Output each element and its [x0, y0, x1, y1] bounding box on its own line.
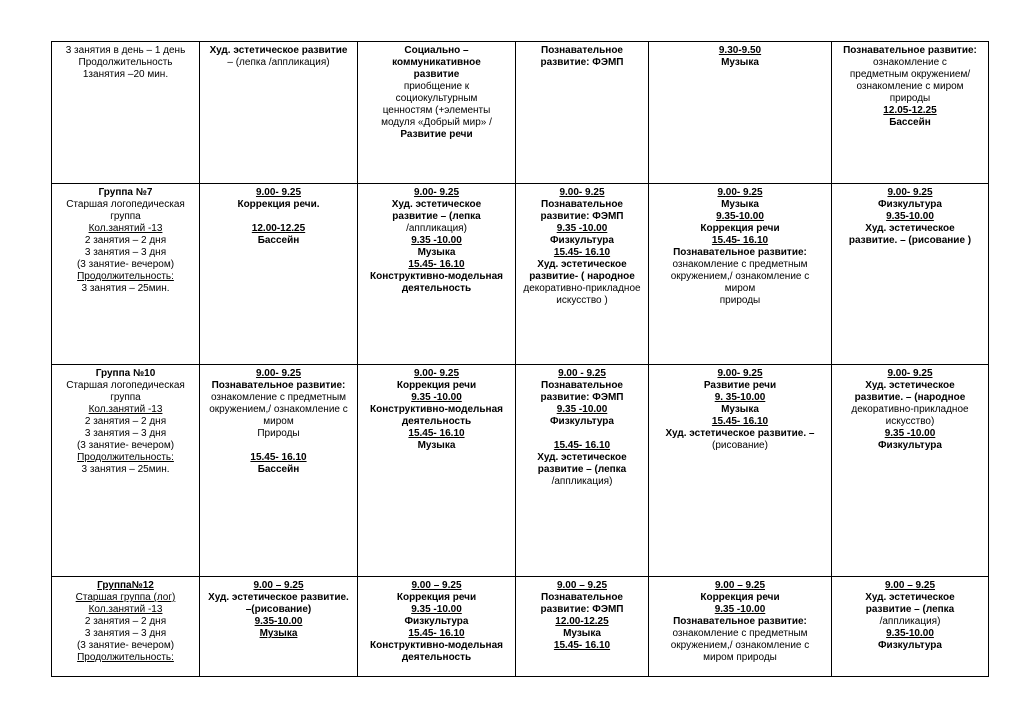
cell-text-line: Группа №7 — [98, 187, 153, 198]
cell-text-line: 9.00- 9.25 — [413, 368, 460, 379]
cell-text-line: 9.00 – 9.25 — [253, 580, 304, 591]
cell-text-line: (3 занятие- вечером) — [76, 440, 175, 451]
cell-text-line: Продолжительность: — [77, 271, 174, 282]
cell-text-line: Физкультура — [878, 440, 942, 451]
cell-text-line: (3 занятие- вечером) — [76, 640, 175, 651]
cell-text-line: Коррекция речи — [700, 223, 780, 234]
cell-text-line: Группа№12 — [97, 580, 154, 591]
cell-text-line: развитие – (лепка — [865, 604, 955, 615]
cell-text-line: 9.00 – 9.25 — [411, 580, 462, 591]
cell-text-line: 15.45- 16.10 — [408, 428, 465, 439]
cell-text-line: Физкультура — [550, 416, 614, 427]
cell-text-line: Старшая логопедическая — [66, 199, 185, 210]
cell-text-line: Худ. эстетическое — [537, 452, 627, 463]
day-cell — [832, 365, 989, 577]
day-cell — [516, 577, 649, 677]
cell-text-line: /аппликация) — [879, 616, 941, 627]
cell-text-line: Музыка — [721, 404, 759, 415]
cell-text-line: деятельность — [401, 652, 472, 663]
cell-text-line: – (лепка /аппликация) — [227, 57, 330, 68]
day-cell — [832, 42, 989, 184]
cell-text-line: /аппликация) — [551, 476, 613, 487]
cell-text-line: 9.00- 9.25 — [887, 187, 933, 198]
day-cell — [358, 365, 516, 577]
cell-text-line: Музыка — [721, 57, 759, 68]
cell-text-line: 15.45- 16.10 — [553, 640, 611, 651]
cell-text-line: ознакомление с миром — [856, 81, 964, 92]
cell-text-line: развитие. – (народное — [854, 392, 966, 403]
cell-text-line: 15.45- 16.10 — [553, 440, 611, 451]
cell-text-line: 9.00 - 9.25 — [558, 368, 606, 379]
cell-text-line: 3 занятия – 3 дня — [84, 628, 167, 639]
cell-text-line: Природы — [257, 428, 300, 439]
cell-text-line: 9.00- 9.25 — [717, 368, 763, 379]
cell-text-line: миром — [724, 283, 756, 294]
cell-text-line: ознакомление с — [873, 57, 947, 68]
group-info-cell — [52, 365, 200, 577]
cell-text-line: Познавательное — [541, 380, 623, 391]
cell-text-line: 3 занятия в день – 1 день — [65, 45, 186, 56]
cell-text-line: ознакомление с предметным — [672, 259, 808, 270]
day-cell — [358, 42, 516, 184]
cell-text-line: 9.35-10.00 — [886, 211, 934, 222]
cell-text-line: 2 занятия – 2 дня — [84, 235, 167, 246]
cell-text-line: 3 занятия – 25мин. — [81, 283, 170, 294]
spacer — [203, 211, 354, 223]
cell-text-line: ознакомление с предметным — [210, 392, 347, 403]
cell-text-line: Музыка — [417, 440, 456, 451]
cell-text-line: 9.00- 9.25 — [717, 187, 763, 198]
cell-text-line: окружением,/ ознакомление с — [670, 640, 810, 651]
day-cell — [649, 42, 832, 184]
cell-text-line: (3 занятие- вечером) — [76, 259, 175, 270]
cell-text-line: Бассейн — [257, 464, 300, 475]
day-cell — [832, 184, 989, 365]
schedule-table — [51, 41, 989, 677]
cell-text-line: развитие: ФЭМП — [540, 211, 624, 222]
cell-text-line: декоративно-прикладное — [851, 404, 969, 415]
day-cell — [649, 365, 832, 577]
cell-text-line: 12.05-12.25 — [883, 105, 937, 116]
cell-text-line: 2 занятия – 2 дня — [84, 416, 167, 427]
cell-text-line: 3 занятия – 3 дня — [84, 428, 167, 439]
cell-text-line: 9.30-9.50 — [718, 45, 762, 56]
cell-text-line: Физкультура — [878, 640, 942, 651]
cell-text-line: Кол.занятий -13 — [88, 404, 163, 415]
group-info-cell — [52, 577, 200, 677]
cell-text-line: –(рисование) — [245, 604, 312, 615]
cell-text-line: группа — [110, 211, 141, 222]
day-cell — [516, 184, 649, 365]
cell-text-line: 9.00 – 9.25 — [884, 580, 936, 591]
cell-text-line: 9.35-10.00 — [886, 628, 934, 639]
cell-text-line: развитие — [413, 69, 460, 80]
cell-text-line: Познавательное развитие: — [673, 616, 807, 627]
cell-text-line: природы — [889, 93, 931, 104]
cell-text-line: природы — [719, 295, 761, 306]
day-cell — [200, 42, 358, 184]
cell-text-line: 9.00- 9.25 — [559, 187, 605, 198]
cell-text-line: Конструктивно-модельная — [369, 640, 503, 651]
cell-text-line: 9.35 -10.00 — [411, 235, 462, 246]
cell-text-line: Музыка — [721, 199, 759, 210]
cell-text-line: миром — [263, 416, 294, 427]
day-cell — [358, 577, 516, 677]
schedule-row — [52, 184, 989, 365]
cell-text-line: 9.00- 9.25 — [255, 187, 302, 198]
cell-text-line: 9.35 -10.00 — [411, 392, 462, 403]
cell-text-line: декоративно-прикладное — [523, 283, 641, 294]
cell-text-line: 9.35 -10.00 — [556, 404, 608, 415]
cell-text-line: 15.45- 16.10 — [250, 452, 307, 463]
spacer — [203, 440, 354, 452]
cell-text-line: Бассейн — [889, 117, 931, 128]
cell-text-line: Музыка — [563, 628, 601, 639]
cell-text-line: развитие: ФЭМП — [540, 57, 624, 68]
cell-text-line: Старшая группа (лог) — [75, 592, 176, 603]
cell-text-line: Физкультура — [550, 235, 614, 246]
cell-text-line: Худ. эстетическое — [537, 259, 627, 270]
cell-text-line: ознакомление с предметным — [672, 628, 808, 639]
cell-text-line: Худ. эстетическое развитие. – — [665, 428, 815, 439]
cell-text-line: Конструктивно-модельная — [369, 404, 503, 415]
cell-text-line: Физкультура — [404, 616, 469, 627]
cell-text-line: 15.45- 16.10 — [553, 247, 611, 258]
day-cell — [200, 184, 358, 365]
cell-text-line: Бассейн — [257, 235, 300, 246]
cell-text-line: 15.45- 16.10 — [711, 416, 769, 427]
cell-text-line: Продолжительность — [78, 57, 173, 68]
cell-text-line: 9.35 -10.00 — [411, 604, 462, 615]
day-cell — [200, 577, 358, 677]
cell-text-line: Кол.занятий -13 — [88, 604, 163, 615]
cell-text-line: Социально – — [404, 45, 469, 56]
cell-text-line: деятельность — [401, 283, 472, 294]
cell-text-line: Познавательное развитие: — [211, 380, 346, 391]
cell-text-line: Познавательное развитие: — [843, 45, 977, 56]
cell-text-line: развитие- ( народное — [529, 271, 635, 282]
cell-text-line: 9. 35-10.00 — [714, 392, 766, 403]
cell-text-line: Познавательное — [541, 45, 623, 56]
cell-text-line: Худ. эстетическое — [865, 380, 955, 391]
cell-text-line: Худ. эстетическое развитие. — [208, 592, 349, 603]
cell-text-line: 15.45- 16.10 — [408, 628, 465, 639]
cell-text-line: 9.35-10.00 — [254, 616, 303, 627]
cell-text-line: Коррекция речи — [396, 380, 477, 391]
cell-text-line: Кол.занятий -13 — [88, 223, 163, 234]
cell-text-line: коммуникативное — [392, 57, 481, 68]
group-info-cell — [52, 42, 200, 184]
cell-text-line: Физкультура — [878, 199, 942, 210]
day-cell — [649, 184, 832, 365]
cell-text-line: искусство ) — [556, 295, 608, 306]
cell-text-line: развитие: ФЭМП — [540, 604, 624, 615]
cell-text-line: Познавательное — [541, 199, 623, 210]
cell-text-line: 9.35 -10.00 — [714, 604, 766, 615]
day-cell — [200, 365, 358, 577]
cell-text-line: искусство) — [885, 416, 935, 427]
cell-text-line: Познавательное — [541, 592, 623, 603]
cell-text-line: развитие – (лепка — [537, 464, 627, 475]
cell-text-line: 15.45- 16.10 — [408, 259, 465, 270]
cell-text-line: ценностям (+элементы — [382, 105, 491, 116]
cell-text-line: 9.00 – 9.25 — [714, 580, 766, 591]
schedule-row — [52, 365, 989, 577]
cell-text-line: 9.35-10.00 — [716, 211, 764, 222]
cell-text-line: окружением,/ ознакомление с — [209, 404, 348, 415]
cell-text-line: 1занятия –20 мин. — [82, 69, 169, 80]
cell-text-line: Коррекция речи — [700, 592, 780, 603]
cell-text-line: Продолжительность: — [77, 452, 174, 463]
cell-text-line: Развитие речи — [400, 129, 473, 140]
cell-text-line: Старшая логопедическая — [66, 380, 185, 391]
day-cell — [516, 365, 649, 577]
cell-text-line: Продолжительность: — [77, 652, 174, 663]
day-cell — [649, 577, 832, 677]
cell-text-line: социокультурным — [395, 93, 478, 104]
cell-text-line: 15.45- 16.10 — [711, 235, 769, 246]
cell-text-line: Коррекция речи. — [237, 199, 320, 210]
cell-text-line: 3 занятия – 3 дня — [84, 247, 167, 258]
spacer — [519, 428, 645, 440]
cell-text-line: деятельность — [401, 416, 472, 427]
cell-text-line: развитие: ФЭМП — [540, 392, 624, 403]
cell-text-line: приобщение к — [403, 81, 470, 92]
cell-text-line: окружением,/ ознакомление с — [670, 271, 810, 282]
day-cell — [832, 577, 989, 677]
cell-text-line: 9.00- 9.25 — [255, 368, 302, 379]
cell-text-line: 12.00-12.25 — [555, 616, 609, 627]
cell-text-line: 9.00- 9.25 — [887, 368, 933, 379]
cell-text-line: Коррекция речи — [396, 592, 477, 603]
cell-text-line: Худ. эстетическое — [865, 592, 955, 603]
group-info-cell — [52, 184, 200, 365]
cell-text-line: группа — [110, 392, 141, 403]
schedule-row — [52, 42, 989, 184]
cell-text-line: модуля «Добрый мир» / — [381, 117, 492, 128]
cell-text-line: Худ. эстетическое — [391, 199, 482, 210]
schedule-row — [52, 577, 989, 677]
cell-text-line: миром природы — [703, 652, 777, 663]
cell-text-line: 9.35 -10.00 — [884, 428, 936, 439]
cell-text-line: (рисование) — [712, 440, 768, 451]
cell-text-line: Худ. эстетическое — [865, 223, 955, 234]
cell-text-line: 2 занятия – 2 дня — [84, 616, 167, 627]
cell-text-line: 3 занятия – 25мин. — [81, 464, 170, 475]
cell-text-line: Худ. эстетическое развитие — [209, 45, 348, 56]
cell-text-line: Музыка — [259, 628, 298, 639]
cell-text-line: Конструктивно-модельная — [369, 271, 503, 282]
cell-text-line: /аппликация) — [406, 223, 467, 234]
cell-text-line: 9.35 -10.00 — [556, 223, 608, 234]
cell-text-line: развитие. – (рисование ) — [848, 235, 972, 246]
cell-text-line: 9.00- 9.25 — [413, 187, 460, 198]
cell-text-line: Познавательное развитие: — [673, 247, 807, 258]
cell-text-line: Группа №10 — [95, 368, 156, 379]
day-cell — [516, 42, 649, 184]
cell-text-line: Музыка — [417, 247, 456, 258]
cell-text-line: 12.00-12.25 — [251, 223, 306, 234]
day-cell — [358, 184, 516, 365]
cell-text-line: Развитие речи — [703, 380, 777, 391]
cell-text-line: 9.00 – 9.25 — [556, 580, 608, 591]
cell-text-line: предметным окружением/ — [849, 69, 971, 80]
cell-text-line: развитие – (лепка — [392, 211, 481, 222]
